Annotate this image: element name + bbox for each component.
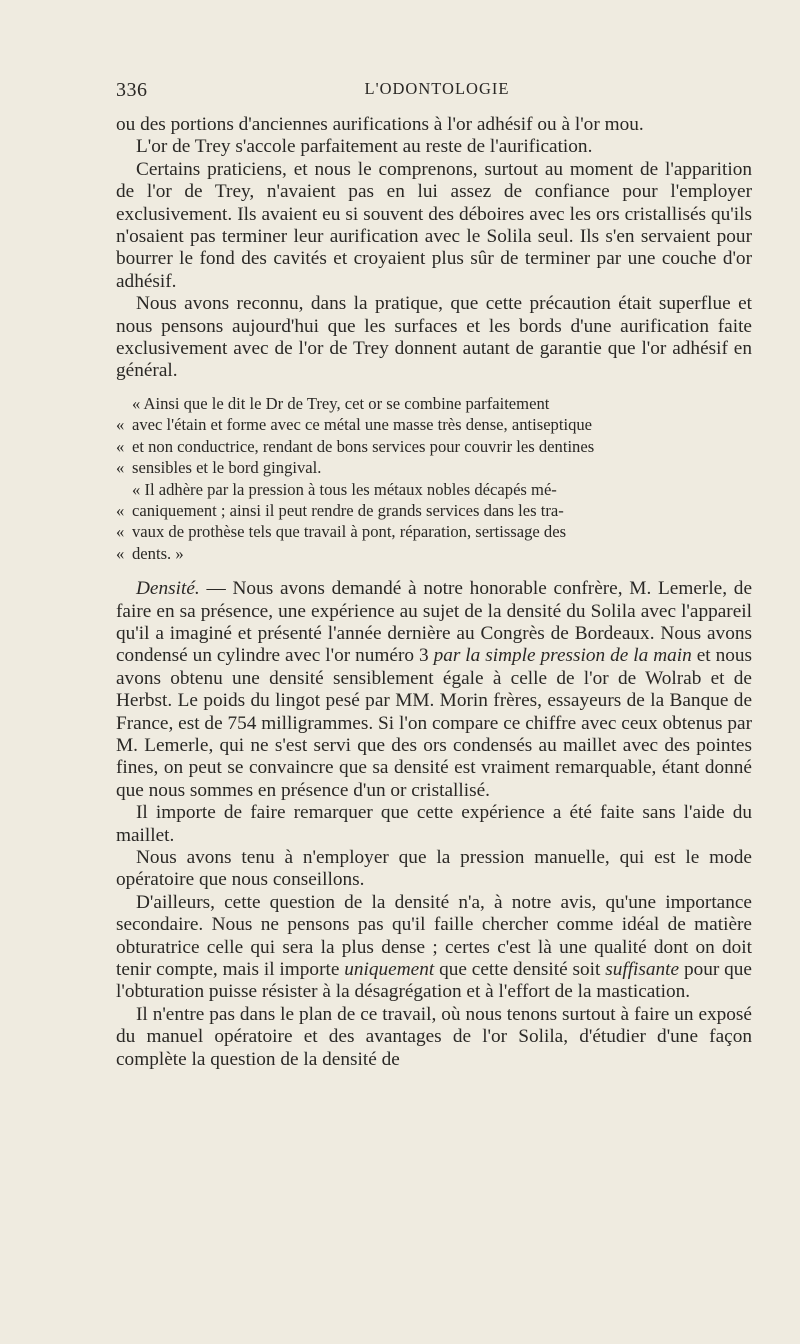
quote-line: « sensibles et le bord gingival.: [116, 458, 322, 478]
page-number: 336: [116, 79, 148, 101]
paragraph: Nous avons tenu à n'employer que la pression manuelle, qui est le mode opératoire que nous conseillons.: [116, 847, 752, 891]
paragraph: Densité. — Nous avons demandé à notre honorable confrère, M. Lemerle, de faire en sa présence, une expérience au sujet de la densité du Solila avec l'appareil qu'il a imaginé et présenté l'année dernière au Congrès de Bordeaux. Nous avons condensé un cylindre avec l'or numéro 3 par la simple pression de la main et nous avons obtenu une densité sensiblement égale à celle de l'or de Wolrab et de Herbst. Le poids du lingot pesé par MM. Morin frères, essayeurs de la Banque de France, est de 754 milligrammes. Si l'on compare ce chiffre avec ceux obtenus par M. Lemerle, qui ne s'est servi que des ors condensés au maillet avec des pointes fines, on peut se convaincre que sa densité est vraiment remarquable, étant donné que nous sommes en présence d'un or cristallisé.: [116, 578, 753, 801]
quote-line: « dents. »: [116, 543, 184, 563]
section-heading: Densité.: [136, 578, 200, 600]
quote-line: « et non conductrice, rendant de bons services pour couvrir les dentines: [116, 436, 595, 456]
paragraph: D'ailleurs, cette question de la densité n'a, à notre avis, qu'une importance secondaire. Nous ne pensons pas qu'il faille chercher comme idéal de matière obturatrice celle qui sera la plus dense ; certes c'est là une qualité dont on doit tenir compte, mais il importe uniquement que cette densité soit suffisante pour que l'obturation puisse résister à la désagrégation et à l'effort de la mastication.: [116, 891, 752, 1003]
body-text: [116, 114, 752, 1071]
block-quote: [116, 393, 752, 564]
paragraph: L'or de Trey s'accole parfaitement au reste de l'aurification.: [136, 136, 593, 158]
quote-line: « vaux de prothèse tels que travail à pont, réparation, sertissage des: [116, 522, 567, 542]
density-section: [116, 578, 752, 1071]
page-header: [116, 79, 752, 103]
paragraph: Il importe de faire remarquer que cette expérience a été faite sans l'aide du maillet.: [116, 802, 752, 846]
quote-line: « Ainsi que le dit le Dr de Trey, cet or se combine parfaitement: [132, 393, 550, 413]
paragraph: Il n'entre pas dans le plan de ce travail, où nous tenons surtout à faire un exposé du manuel opératoire et des avantages de l'or Solila, d'étudier d'une façon complète la question de la densité de: [116, 1003, 752, 1070]
paragraph: ou des portions d'anciennes aurifications à l'or adhésif ou à l'or mou.: [116, 114, 644, 135]
quote-line: « avec l'étain et forme avec ce métal une masse très dense, antiseptique: [116, 415, 593, 435]
running-title: L'ODONTOLOGIE: [364, 79, 510, 98]
quote-line: « caniquement ; ainsi il peut rendre de grands services dans les tra-: [116, 500, 564, 520]
paragraph: Certains praticiens, et nous le comprenons, surtout au moment de l'apparition de l'or de Trey, n'avaient pas en lui assez de confiance pour l'employer exclusivement. Ils avaient eu si souvent des déboires avec les ors cristallisés qu'ils n'osaient pas terminer leur aurification avec le Solila seul. Ils s'en servaient pour bourrer le fond des cavités et croyaient plus sûr de terminer par une couche d'or adhésif.: [116, 158, 752, 292]
quote-line: « Il adhère par la pression à tous les métaux nobles décapés mé-: [132, 479, 557, 499]
paragraph: Nous avons reconnu, dans la pratique, que cette précaution était superflue et nous pensons aujourd'hui que les surfaces et les bords d'une aurification faite exclusivement avec de l'or de Trey donnent autant de garantie que l'or adhésif en général.: [116, 293, 752, 382]
